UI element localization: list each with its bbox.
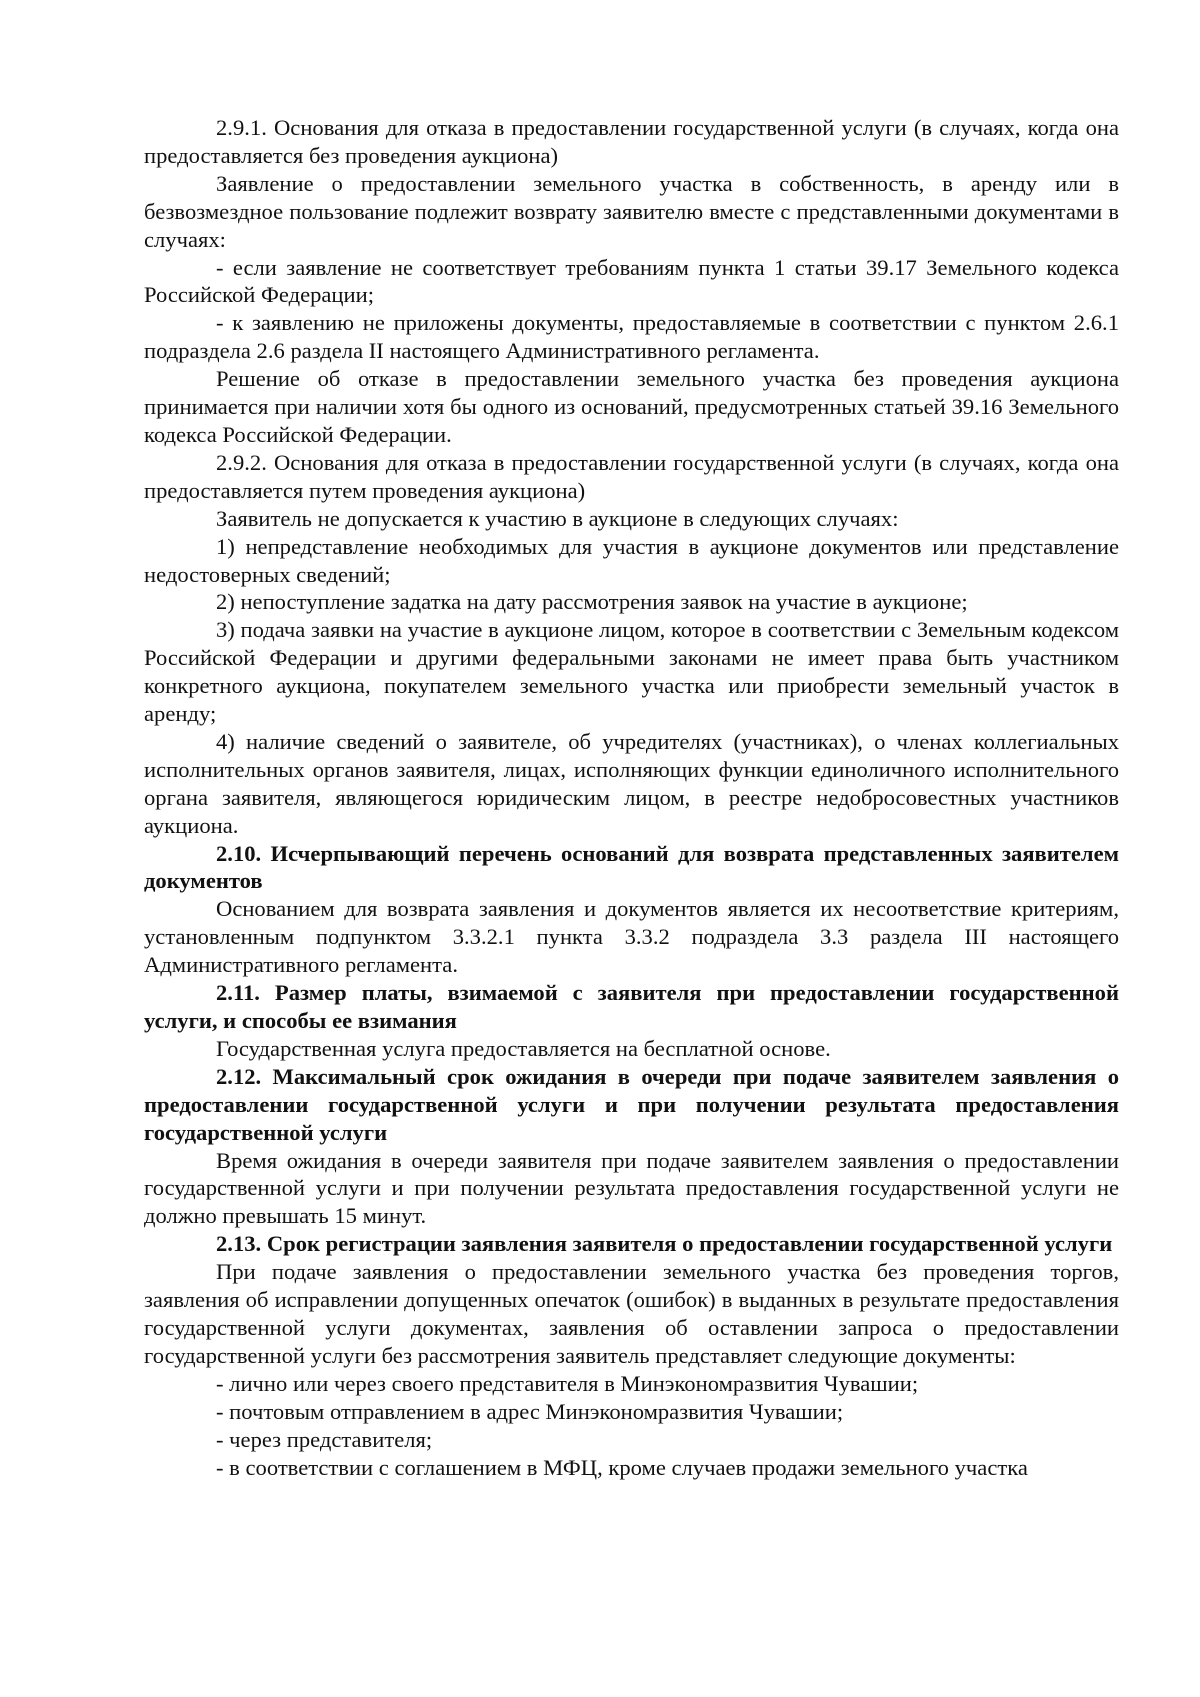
list-item-submission-4: - в соответствии с соглашением в МФЦ, кроме случаев продажи земельного участка	[216, 1454, 1028, 1480]
paragraph-submission: При подаче заявления о предоставлении земельного участка без проведения торгов, заявления об исправлении допущенных опечаток (ошибок) в выданных в результате предоставления государственной услуги документах, заявления об оставлении запроса о предоставлении государственной услуги без рассмотрения заявитель представляет следующие документы:	[144, 1259, 1119, 1368]
paragraph-refusal-decision: Решение об отказе в предоставлении земельного участка без проведения аукциона принимается при наличии хотя бы одного из оснований, предусмотренных статьей 39.16 Земельного кодекса Российской Федерации.	[144, 366, 1119, 447]
section-2-9-1-heading: 2.9.1. Основания для отказа в предоставлении государственной услуги (в случаях, когда она предоставляется без проведения аукциона)	[144, 115, 1119, 168]
list-item-return-2: - к заявлению не приложены документы, предоставляемые в соответствии с пунктом 2.6.1 подраздела 2.6 раздела II настоящего Административного регламента.	[144, 310, 1119, 364]
list-item-auction-1: 1) непредставление необходимых для участия в аукционе документов или представление недостоверных сведений;	[144, 533, 1119, 587]
list-item-auction-3: 3) подача заявки на участие в аукционе лицом, которое в соответствии с Земельным кодексом Российской Федерации и другими федеральными законами не имеет права быть участником конкретного аукциона, покупателем земельного участка или приобрести земельный участок в аренду;	[144, 617, 1119, 727]
paragraph-free-service: Государственная услуга предоставляется на бесплатной основе.	[216, 1035, 831, 1061]
list-item-submission-3: - через представителя;	[216, 1426, 433, 1452]
section-2-10-heading: 2.10. Исчерпывающий перечень оснований для возврата представленных заявителем документов	[144, 840, 1119, 894]
section-2-9-2-heading: 2.9.2. Основания для отказа в предоставлении государственной услуги (в случаях, когда она предоставляется путем проведения аукциона)	[144, 449, 1119, 503]
paragraph-waiting-time: Время ожидания в очереди заявителя при подаче заявителем заявления о предоставлении государственной услуги и при получении результата предоставления государственной услуги не должно превышать 15 минут.	[144, 1147, 1119, 1229]
section-2-11-heading: 2.11. Размер платы, взимаемой с заявителя при предоставлении государственной услуги, и способы ее взимания	[144, 980, 1119, 1033]
section-2-13-heading: 2.13. Срок регистрации заявления заявителя о предоставлении государственной услуги	[216, 1231, 1113, 1257]
paragraph-return-grounds: Основанием для возврата заявления и документов является их несоответствие критериям, установленным подпунктом 3.3.2.1 пункта 3.3.2 подраздела 3.3 раздела III настоящего Административного регламента.	[144, 896, 1119, 978]
section-2-12-heading: 2.12. Максимальный срок ожидания в очереди при подаче заявителем заявления о предоставлении государственной услуги и при получении результата предоставления государственной услуги	[144, 1063, 1119, 1145]
document-page	[144, 114, 1119, 1481]
list-item-return-1: - если заявление не соответствует требованиям пункта 1 статьи 39.17 Земельного кодекса Российской Федерации;	[144, 254, 1119, 308]
paragraph-return-conditions: Заявление о предоставлении земельного участка в собственность, в аренду или в безвозмездное пользование подлежит возврату заявителю вместе с представленными документами в случаях:	[144, 170, 1119, 252]
list-item-submission-1: - лично или через своего представителя в Минэкономразвития Чувашии;	[216, 1370, 919, 1396]
list-item-submission-2: - почтовым отправлением в адрес Минэкономразвития Чувашии;	[216, 1398, 844, 1424]
paragraph-auction-admission: Заявитель не допускается к участию в аукционе в следующих случаях:	[216, 505, 899, 531]
list-item-auction-4: 4) наличие сведений о заявителе, об учредителях (участниках), о членах коллегиальных исполнительных органов заявителя, лицах, исполняющих функции единоличного исполнительного органа заявителя, являющегося юридическим лицом, в реестре недобросовестных участников аукциона.	[144, 728, 1119, 838]
list-item-auction-2: 2) непоступление задатка на дату рассмотрения заявок на участие в аукционе;	[216, 589, 968, 615]
